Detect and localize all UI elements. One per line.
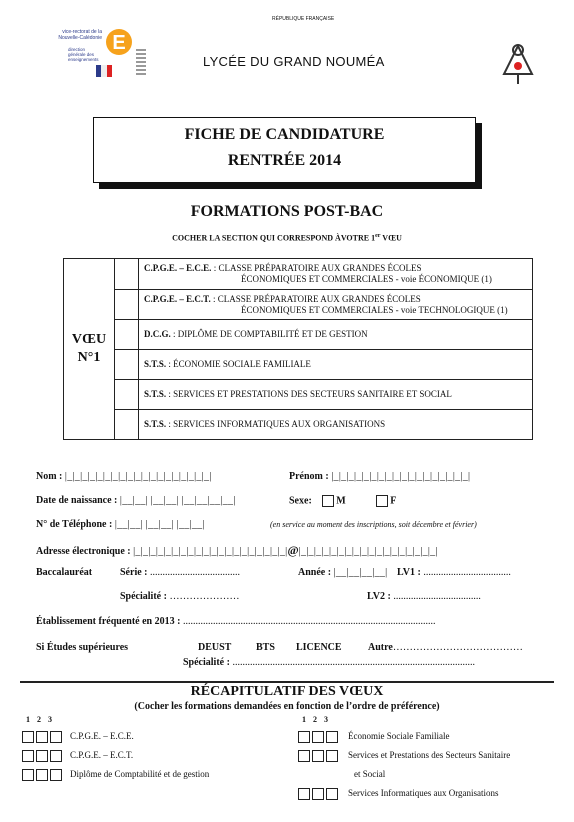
vice-rectorat-text: vice-rectorat de la Nouvelle-Calédonie bbox=[58, 29, 102, 41]
prenom-field[interactable] bbox=[289, 471, 470, 482]
recap-item-cont: et Social bbox=[354, 769, 386, 779]
section-title: FORMATIONS POST-BAC bbox=[190, 203, 384, 220]
voeu-column bbox=[64, 259, 115, 439]
recap-item[interactable] bbox=[22, 731, 209, 750]
formation-abbr: S.T.S. bbox=[144, 359, 167, 369]
recap-item-label: C.P.G.E. – E.C.T. bbox=[70, 750, 134, 761]
recap-item-label: Services Informatiques aux Organisations bbox=[348, 788, 499, 799]
prenom-label: Prénom : bbox=[289, 471, 329, 482]
direction-text: direction générale des enseignements bbox=[68, 47, 99, 62]
sexe-m-checkbox[interactable] bbox=[322, 495, 334, 507]
vice-rectorat-logo bbox=[48, 25, 148, 81]
formation-row[interactable] bbox=[114, 379, 532, 409]
sup-specialite-dots[interactable]: ................................................................................................. bbox=[232, 657, 475, 668]
email-at: @ bbox=[287, 543, 299, 557]
nom-cells[interactable]: |_|_|_|_|_|_|_|_|_|_|_|_|_|_|_|_|_|_|_| bbox=[64, 471, 212, 482]
annee-label: Année : bbox=[298, 567, 332, 578]
formation-abbr: D.C.G. bbox=[144, 329, 171, 339]
formation-abbr: C.P.G.E. – E.C.T. bbox=[144, 294, 211, 304]
school-name: LYCÉE DU GRAND NOUMÉA bbox=[203, 54, 385, 69]
serie-label: Série : bbox=[120, 567, 148, 578]
logo-stripes bbox=[136, 49, 146, 75]
formation-row[interactable] bbox=[114, 289, 532, 319]
sexe-f-checkbox[interactable] bbox=[376, 495, 388, 507]
svg-text:E: E bbox=[112, 32, 126, 54]
formation-l1: : ÉCONOMIE SOCIALE FAMILIALE bbox=[166, 359, 311, 369]
recap-right-list bbox=[298, 731, 510, 807]
tel-label: N° de Téléphone : bbox=[36, 519, 113, 530]
recap-order-right: 1 2 3 bbox=[302, 715, 328, 724]
recap-order-left: 1 2 3 bbox=[26, 715, 52, 724]
formation-row[interactable] bbox=[114, 319, 532, 349]
deust-option[interactable]: DEUST bbox=[198, 642, 232, 653]
email-field[interactable] bbox=[36, 543, 438, 558]
recap-item[interactable] bbox=[298, 750, 510, 769]
recap-item-label: Économie Sociale Familiale bbox=[348, 731, 450, 742]
ddn-label: Date de naissance : bbox=[36, 495, 118, 506]
autre-dots[interactable]: ………………………………… bbox=[392, 642, 523, 653]
sexe-f-label: F bbox=[390, 495, 397, 507]
voeu-line1: VŒU bbox=[71, 332, 107, 347]
ddn-field[interactable] bbox=[36, 495, 236, 506]
formation-l1: : CLASSE PRÉPARATOIRE AUX GRANDES ÉCOLES bbox=[210, 294, 421, 304]
recap-subtitle: (Cocher les formations demandées en fonction de l’ordre de préférence) bbox=[134, 701, 440, 712]
prenom-cells[interactable]: |_|_|_|_|_|_|_|_|_|_|_|_|_|_|_|_|_|_| bbox=[331, 471, 471, 482]
specialite-label: Spécialité : bbox=[120, 591, 167, 602]
formation-abbr: S.T.S. bbox=[144, 419, 167, 429]
formation-l1: : CLASSE PRÉPARATOIRE AUX GRANDES ÉCOLES bbox=[211, 263, 422, 273]
recap-item-label: Services et Prestations des Secteurs Sanitaire bbox=[348, 750, 511, 761]
voeu-line2: N°1 bbox=[77, 350, 101, 365]
formation-row[interactable] bbox=[114, 409, 532, 439]
lv2-dots[interactable]: ................................... bbox=[393, 591, 481, 602]
email-cells-2[interactable]: |_|_|_|_|_|_|_|_|_|_|_|_|_|_|_|_|_|_| bbox=[298, 546, 438, 557]
formation-row[interactable] bbox=[114, 349, 532, 379]
formation-l2: ÉCONOMIQUES ET COMMERCIALES - voie TECHNOLOGIQUE (1) bbox=[241, 305, 508, 315]
sup-specialite-field[interactable] bbox=[183, 657, 475, 668]
voeu-label bbox=[64, 331, 114, 367]
autre-label: Autre bbox=[368, 642, 393, 653]
serie-dots[interactable]: .................................... bbox=[150, 567, 240, 578]
etab-field[interactable] bbox=[36, 616, 435, 627]
formation-abbr: S.T.S. bbox=[144, 389, 167, 399]
annee-cells[interactable]: |__|__|__|__| bbox=[333, 567, 388, 578]
email-label: Adresse électronique : bbox=[36, 546, 131, 557]
lv1-dots[interactable]: ................................... bbox=[423, 567, 511, 578]
marianne-flag-icon bbox=[96, 65, 112, 77]
recap-item[interactable] bbox=[22, 750, 209, 769]
title-line1: FICHE DE CANDIDATURE bbox=[184, 126, 385, 143]
sexe-m-label: M bbox=[336, 495, 346, 507]
formation-abbr: C.P.G.E. – E.C.E. bbox=[144, 263, 212, 273]
instruction-sup: er bbox=[375, 233, 381, 239]
instruction-text: COCHER LA SECTION QUI CORRESPOND ÀVOTRE 1 bbox=[172, 233, 376, 243]
formation-row[interactable] bbox=[114, 259, 532, 289]
tel-note: (en service au moment des inscriptions, soit décembre et février) bbox=[270, 520, 477, 529]
instruction-end: VŒU bbox=[380, 233, 402, 243]
licence-option[interactable]: LICENCE bbox=[296, 642, 342, 653]
sup-specialite-label: Spécialité : bbox=[183, 657, 230, 668]
sexe-label: Sexe: bbox=[289, 495, 312, 507]
formation-l1: : SERVICES INFORMATIQUES AUX ORGANISATIONS bbox=[166, 419, 386, 429]
formation-l1: : SERVICES ET PRESTATIONS DES SECTEURS SANITAIRE ET SOCIAL bbox=[166, 389, 452, 399]
recap-item[interactable] bbox=[298, 731, 510, 750]
formation-l1: : DIPLÔME DE COMPTABILITÉ ET DE GESTION bbox=[170, 329, 368, 339]
school-logo-icon bbox=[500, 40, 536, 86]
specialite-field[interactable] bbox=[120, 591, 239, 602]
academie-e-icon bbox=[104, 25, 134, 59]
bts-option[interactable]: BTS bbox=[256, 642, 275, 653]
nom-label: Nom : bbox=[36, 471, 63, 482]
lv1-label: LV1 : bbox=[397, 567, 421, 578]
tel-cells[interactable]: |__|__| |__|__| |__|__| bbox=[114, 519, 205, 530]
email-cells-1[interactable]: |_|_|_|_|_|_|_|_|_|_|_|_|_|_|_|_|_|_|_|_| bbox=[133, 546, 288, 557]
etab-label: Établissement fréquenté en 2013 : bbox=[36, 616, 181, 627]
recap-item[interactable] bbox=[22, 769, 209, 788]
republique-francaise: RÉPUBLIQUE FRANÇAISE bbox=[272, 16, 335, 22]
specialite-dots[interactable]: ………………… bbox=[169, 591, 240, 602]
formations-table bbox=[63, 258, 533, 440]
title-box bbox=[93, 117, 476, 183]
recap-item-label: Diplôme de Comptabilité et de gestion bbox=[70, 769, 210, 780]
title-line2: RENTRÉE 2014 bbox=[227, 152, 342, 169]
divider bbox=[20, 681, 554, 683]
recap-item[interactable] bbox=[298, 788, 510, 807]
instruction bbox=[0, 233, 574, 243]
nom-field[interactable] bbox=[36, 471, 212, 482]
sup-label: Si Études supérieures bbox=[36, 642, 129, 653]
ddn-cells[interactable]: |__|__| |__|__| |__|__|__|__| bbox=[119, 495, 236, 506]
serie-field[interactable] bbox=[120, 567, 240, 578]
sexe-field bbox=[289, 495, 396, 507]
tel-field[interactable] bbox=[36, 519, 205, 530]
bac-label: Baccalauréat bbox=[36, 567, 93, 578]
recap-left-list bbox=[22, 731, 209, 788]
recap-item-label: C.P.G.E. – E.C.E. bbox=[70, 731, 134, 742]
lv2-label: LV2 : bbox=[367, 591, 391, 602]
lv1-field[interactable] bbox=[397, 567, 511, 578]
formation-l2: ÉCONOMIQUES ET COMMERCIALES - voie ÉCONOMIQUE (1) bbox=[241, 274, 492, 284]
annee-field[interactable] bbox=[298, 567, 387, 578]
lv2-field[interactable] bbox=[367, 591, 481, 602]
recap-title: RÉCAPITULATIF DES VŒUX bbox=[190, 684, 384, 699]
autre-field[interactable] bbox=[368, 642, 523, 653]
etab-dots[interactable]: ..................................................................................................... bbox=[182, 616, 436, 627]
